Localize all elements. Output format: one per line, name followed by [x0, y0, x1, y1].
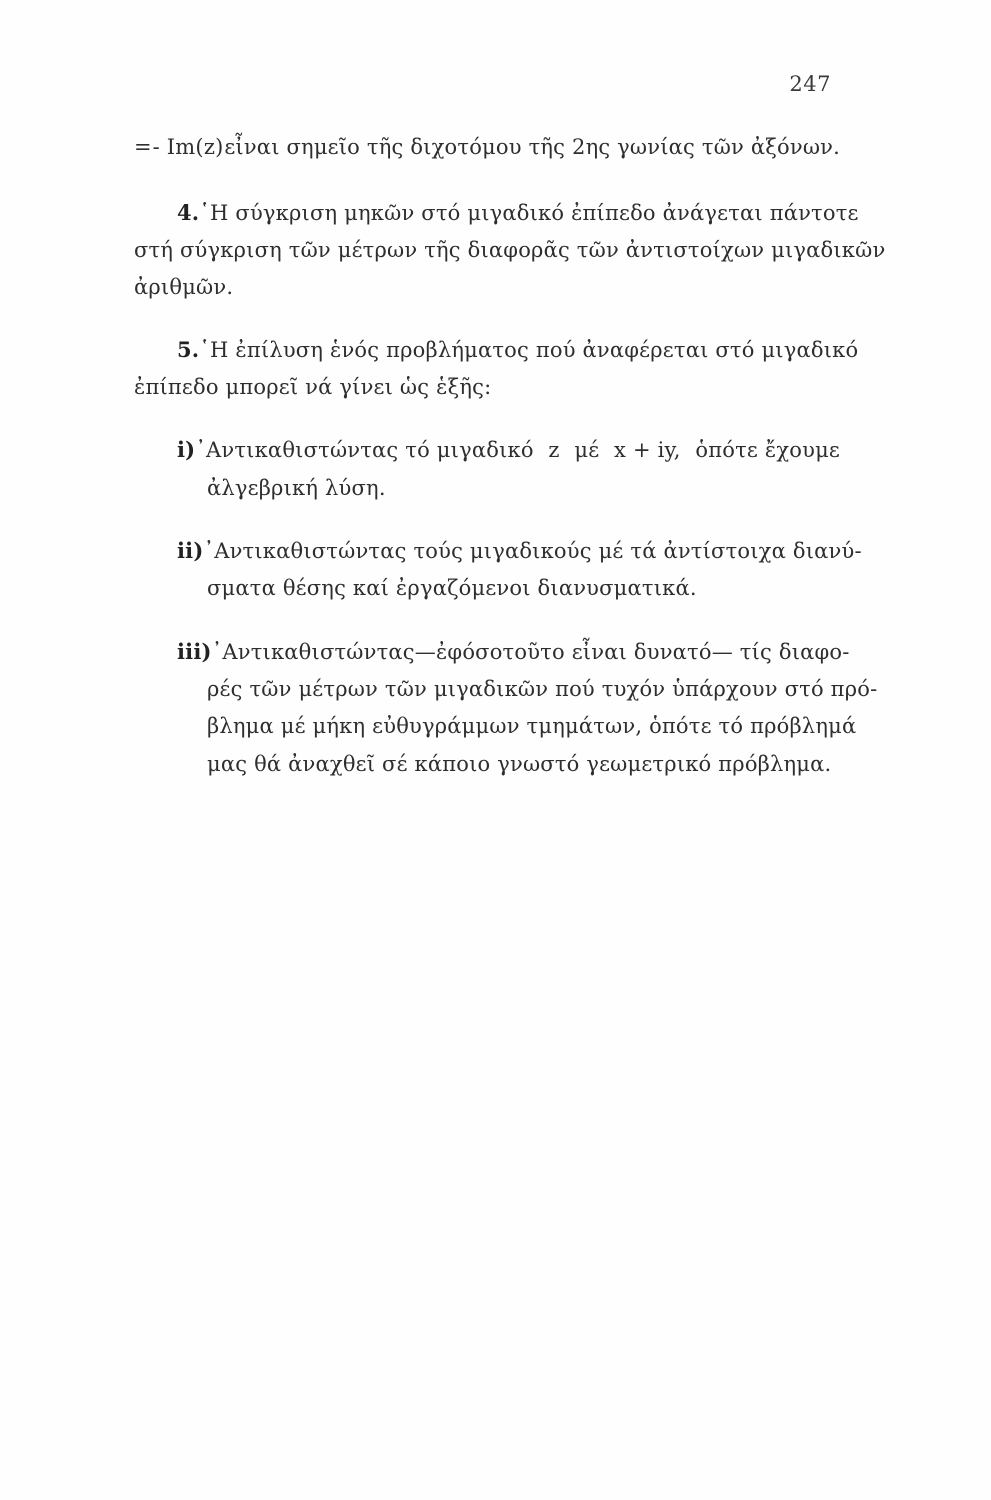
sub-iii-text-a: ᾿Αντικαθιστώντας: [211, 640, 415, 664]
sub-ii-line1: [177, 537, 862, 565]
sub-i-text-a: ᾿Αντικαθιστώντας τό μιγαδικό: [195, 438, 534, 462]
item5-line1-text: ῾Η ἐπίλυση ἑνός προβλήματος πού ἀναφέρεται στό μιγαδικό: [199, 338, 859, 362]
sub-iii-line1: [177, 638, 850, 666]
sub-ii-line1-text: ᾿Αντικαθιστώντας τούς μιγαδικούς μέ τά ἀντίστοιχα διανύ-: [203, 539, 862, 563]
sub-iii-text-b: —ἐφόσο: [414, 640, 503, 664]
sub-ii-label: ii): [177, 538, 204, 563]
sub-i-line1: [177, 436, 840, 464]
page-number: 247: [789, 72, 831, 96]
item4-line2: στή σύγκριση τῶν μέτρων τῆς διαφορᾶς τῶν ἀντιστοίχων μιγαδικῶν: [134, 238, 886, 262]
item5-number: 5.: [177, 337, 200, 362]
item4-number: 4.: [177, 200, 200, 225]
sub-i-xiy: x + iy,: [614, 438, 681, 462]
sub-iii-text-c: τοῦτο εἶναι δυνατό— τίς διαφο-: [502, 640, 850, 664]
first-line-expr: - Im(z): [152, 135, 224, 159]
item5-line2: ἐπίπεδο μπορεῖ νά γίνει ὡς ἑξῆς:: [134, 375, 492, 399]
sub-iii-label: iii): [177, 639, 212, 664]
sub-iii-line4: μας θά ἀναχθεῖ σέ κάποιο γνωστό γεωμετρικό πρόβλημα.: [207, 752, 832, 776]
sub-i-z: z: [548, 438, 560, 462]
sub-i-label: i): [177, 437, 196, 462]
sub-i-me: μέ: [574, 438, 600, 462]
item4-line3: ἀριθμῶν.: [134, 275, 234, 299]
item4-line1: [177, 199, 859, 227]
sub-ii-line2: σματα θέσης καί ἐργαζόμενοι διανυσματικά.: [207, 576, 697, 600]
sub-iii-line2: ρές τῶν μέτρων τῶν μιγαδικῶν πού τυχόν ὑπάρχουν στό πρό-: [207, 677, 878, 701]
item4-line1-text: ῾Η σύγκριση μηκῶν στό μιγαδικό ἐπίπεδο ἀνάγεται πάντοτε: [199, 201, 859, 225]
first-line-text: εἶναι σημεῖο τῆς διχοτόμου τῆς 2ης γωνίας τῶν ἀξόνων.: [224, 135, 840, 159]
first-line-eq: =: [134, 135, 152, 159]
item5-line1: [177, 336, 859, 364]
sub-i-line2: ἀλγεβρική λύση.: [207, 476, 386, 500]
sub-i-text-b: ὁπότε ἔχουμε: [695, 438, 840, 462]
sub-iii-line3: βλημα μέ μήκη εὐθυγράμμων τμημάτων, ὁπότε τό πρόβλημά: [207, 714, 857, 738]
first-line: [134, 133, 840, 161]
